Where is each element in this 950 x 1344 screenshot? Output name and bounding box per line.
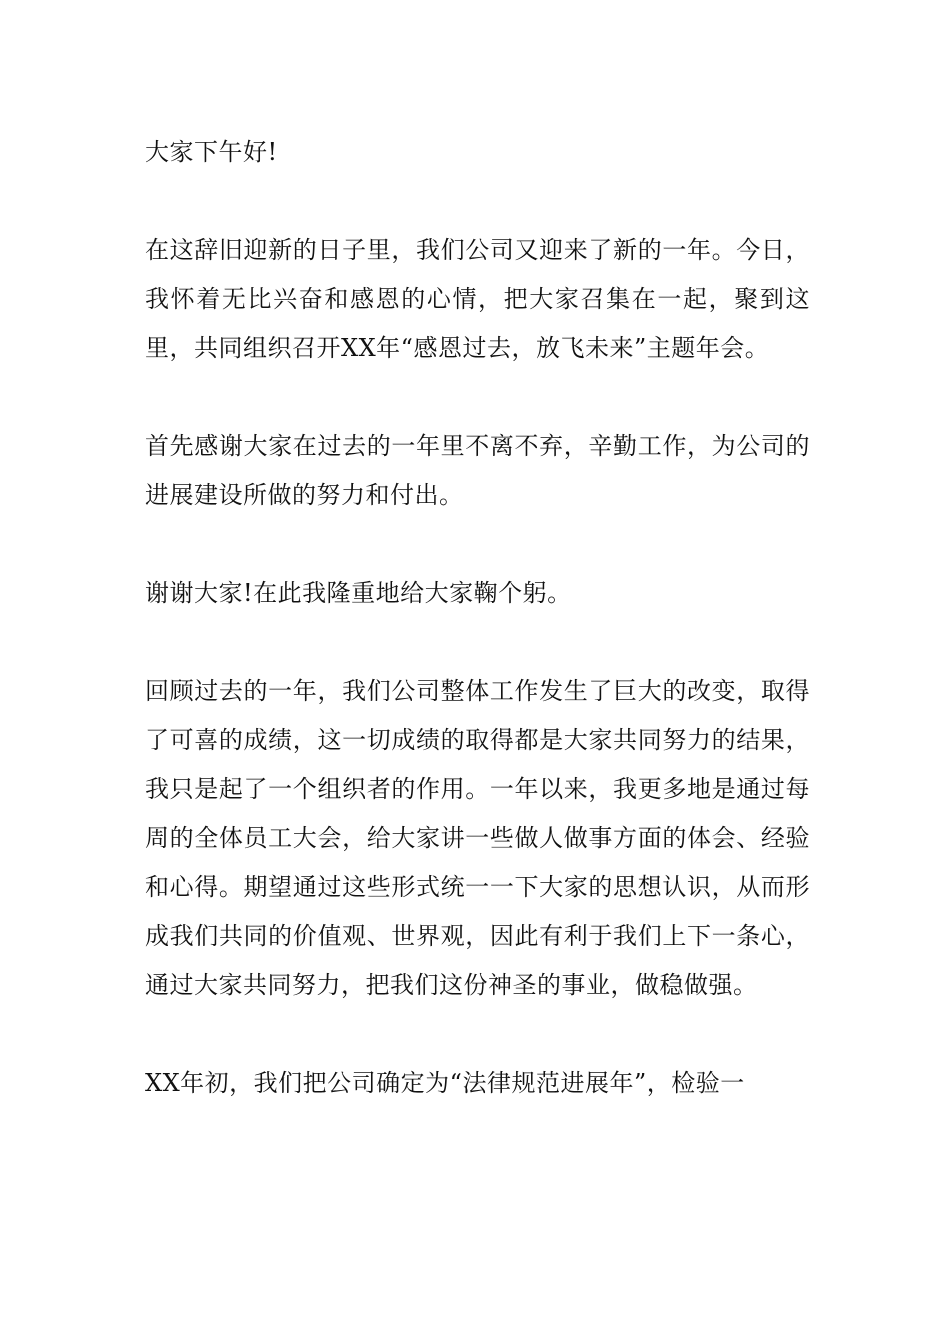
paragraph-opening: 在这辞旧迎新的日子里，我们公司又迎来了新的一年。今日，我怀着无比兴奋和感恩的心情，把大家召集在一起，聚到这里，共同组织召开XX年“感恩过去，放飞未来”主题年会。 xyxy=(145,236,810,362)
paragraph-greeting: 大家下午好! xyxy=(145,138,278,166)
paragraph-bow: 谢谢大家!在此我隆重地给大家鞠个躬。 xyxy=(145,579,572,607)
paragraph-year-start: XX年初，我们把公司确定为“法律规范进展年”，检验一 xyxy=(145,1069,745,1097)
paragraph-thanks: 首先感谢大家在过去的一年里不离不弃，辛勤工作，为公司的进展建设所做的努力和付出。 xyxy=(145,432,810,509)
document-body xyxy=(145,128,810,1108)
paragraph-review: 回顾过去的一年，我们公司整体工作发生了巨大的改变，取得了可喜的成绩，这一切成绩的取得都是大家共同努力的结果，我只是起了一个组织者的作用。一年以来，我更多地是通过每周的全体员工大会，给大家讲一些做人做事方面的体会、经验和心得。期望通过这些形式统一一下大家的思想认识，从而形成我们共同的价值观、世界观，因此有利于我们上下一条心，通过大家共同努力，把我们这份神圣的事业，做稳做强。 xyxy=(145,677,810,999)
